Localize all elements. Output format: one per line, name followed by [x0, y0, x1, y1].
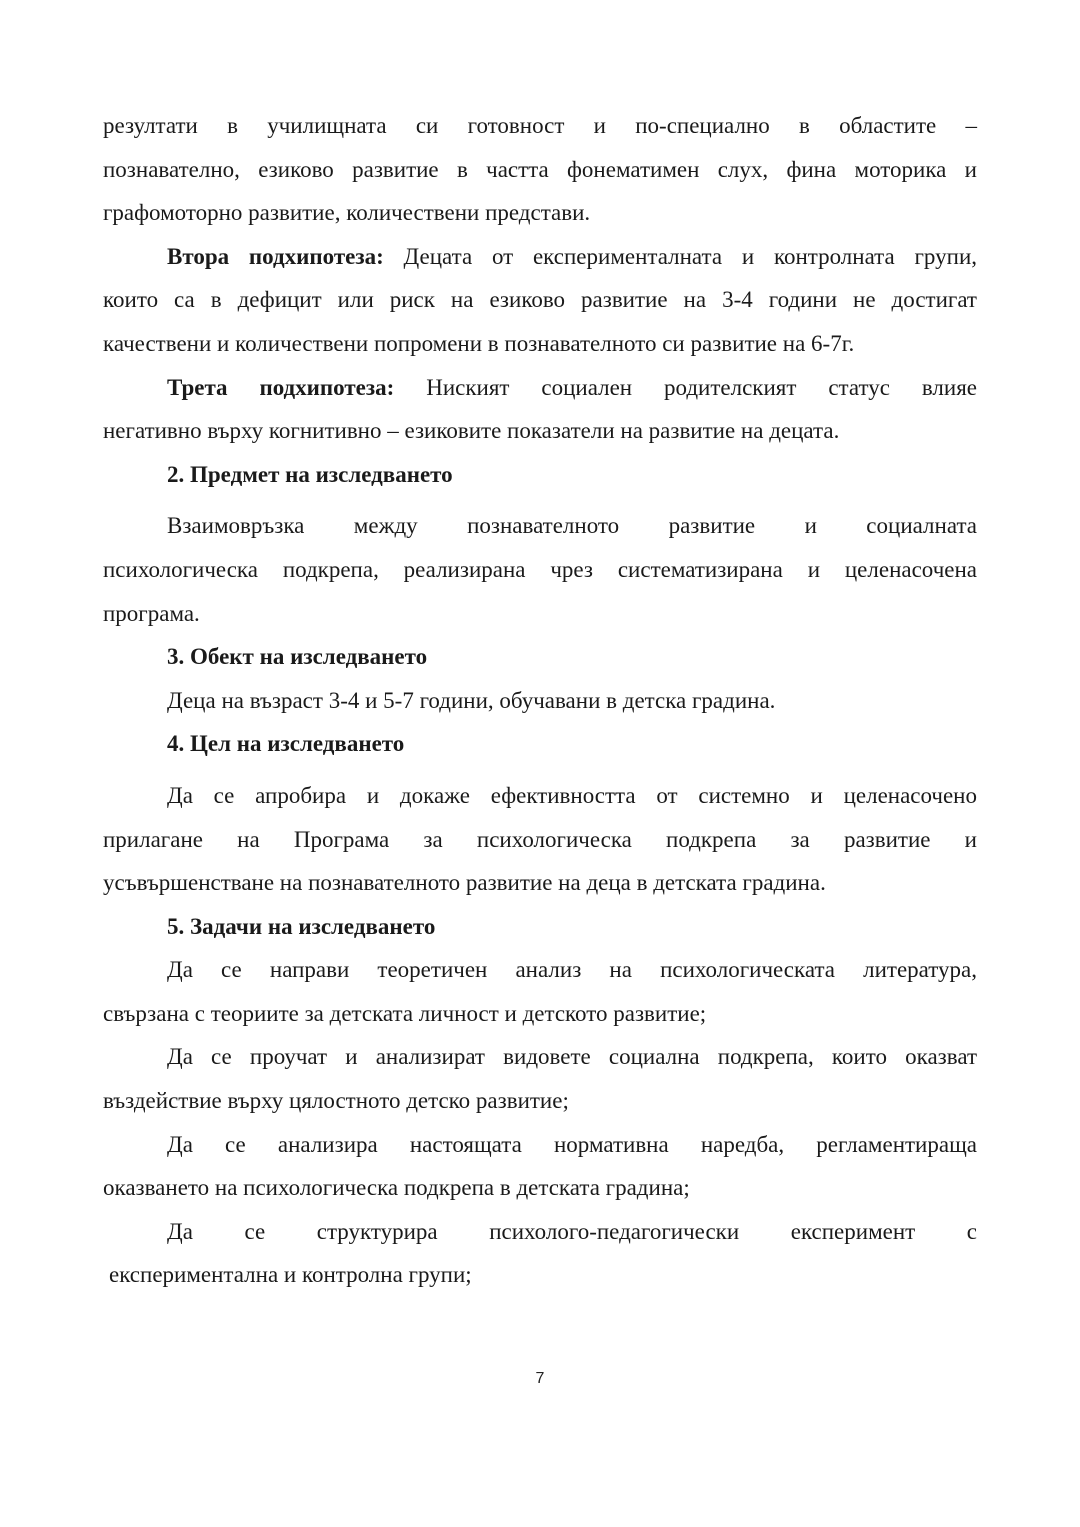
paragraph-task-3	[103, 1123, 977, 1210]
paragraph-task-1	[103, 948, 977, 1035]
paragraph-object: Деца на възраст 3-4 и 5-7 години, обучавани в детска градина.	[167, 687, 776, 713]
second-subhypothesis-label: Втора подхипотеза:	[167, 243, 384, 269]
document-page	[103, 104, 977, 1297]
text-line: Да се проучат и анализират видовете социална подкрепа, които оказват	[167, 1044, 977, 1070]
text-line: познавателно, езиково развитие в частта фонематимен слух, фина моторика и	[103, 156, 977, 182]
paragraph-subject	[103, 504, 977, 635]
text-line: Да се структурира психолого-педагогически експеримент с	[167, 1218, 977, 1244]
paragraph-third-subhypothesis	[103, 366, 977, 453]
paragraph-hypothesis-continuation	[103, 104, 977, 235]
section-heading-goal: 4. Цел на изследването	[167, 731, 405, 757]
paragraph-task-2	[103, 1035, 977, 1122]
text-line: Да се анализира настоящата нормативна наредба, регламентираща	[167, 1131, 977, 1157]
paragraph-task-4	[103, 1210, 977, 1297]
section-heading-tasks: 5. Задачи на изследването	[167, 913, 436, 939]
text-line: програма.	[103, 600, 200, 626]
section-heading-object: 3. Обект на изследването	[167, 644, 428, 670]
text-line: свързана с теориите за детската личност и детското развитие;	[103, 1000, 707, 1026]
paragraph-second-subhypothesis	[103, 235, 977, 366]
text-line: Да се направи теоретичен анализ на психологическата литература,	[167, 957, 977, 983]
section-heading-subject: 2. Предмет на изследването	[167, 461, 453, 487]
text-line: усъвършенстване на познавателното развитие на деца в детската градина.	[103, 870, 826, 896]
text-line: които са в дефицит или риск на езиково развитие на 3-4 години не достигат	[103, 287, 977, 313]
text-line: резултати в училищната си готовност и по-специално в областите –	[103, 113, 977, 138]
text-line: психологическа подкрепа, реализирана чрез систематизирана и целенасочена	[103, 556, 977, 582]
text-line: Взаимовръзка между познавателното развитие и социалната	[167, 513, 977, 539]
third-subhypothesis-label: Трета подхипотеза:	[167, 374, 395, 400]
text-fragment: Ниският социален родителският статус влияе	[394, 374, 977, 400]
page-number: 7	[535, 1370, 545, 1387]
text-line: оказването на психологическа подкрепа в детската градина;	[103, 1175, 690, 1201]
text-line: прилагане на Програма за психологическа подкрепа за развитие и	[103, 826, 977, 852]
paragraph-goal	[103, 774, 977, 905]
text-line: качествени и количествени попромени в познавателното си развитие на 6-7г.	[103, 330, 855, 356]
text-line: Да се апробира и докаже ефективността от системно и целенасочено	[167, 782, 977, 808]
text-line	[103, 235, 977, 279]
text-fragment: Децата от експерименталната и контролната групи,	[383, 243, 978, 269]
text-line: негативно върху когнитивно – езиковите показатели на развитие на децата.	[103, 418, 840, 444]
text-line	[103, 366, 977, 410]
text-line: експериментална и контролна групи;	[109, 1262, 472, 1288]
text-line: графомоторно развитие, количествени представи.	[103, 200, 591, 226]
text-line: въздействие върху цялостното детско развитие;	[103, 1088, 569, 1114]
